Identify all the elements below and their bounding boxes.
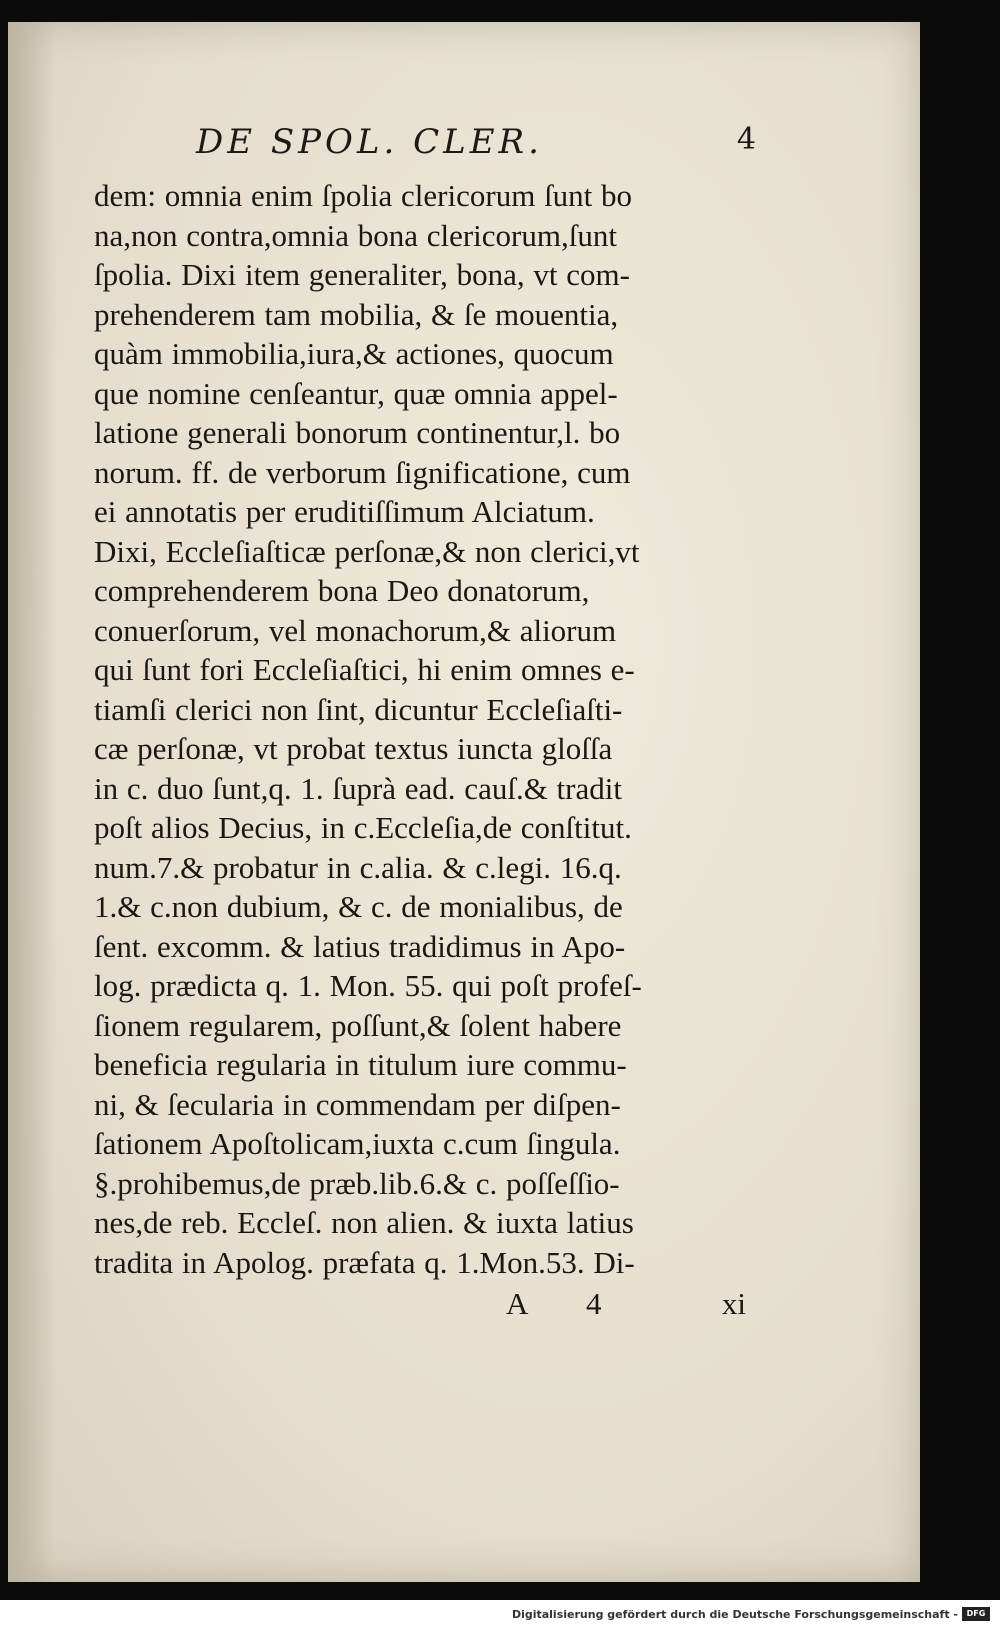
credit-bar [0, 1600, 1000, 1630]
running-head: DE SPOL. CLER. [196, 122, 543, 162]
dfg-logo: DFG [962, 1607, 990, 1621]
text-line: ſionem regularem, poſſunt,& ſolent habere [94, 1007, 622, 1043]
text-line: ni, & ſecularia in commendam per diſpen- [94, 1086, 621, 1122]
text-line: tradita in Apolog. præfata q. 1.Mon.53. Di- [94, 1244, 635, 1280]
text-line: ſent. excomm. & latius tradidimus in Apo- [94, 928, 626, 964]
book-page [8, 22, 920, 1582]
signature-number: 4 [586, 1286, 602, 1321]
text-line: in c. duo ſunt,q. 1. ſuprà ead. cauſ.& tradit [94, 770, 622, 806]
page-gutter-shadow [8, 22, 56, 1582]
body-text [94, 176, 754, 1282]
text-line: §.prohibemus,de præb.lib.6.& c. poſſeſſio- [94, 1165, 620, 1201]
quire-mark: xi [721, 1286, 746, 1321]
text-line: que nomine cenſeantur, quæ omnia appel- [94, 375, 618, 411]
text-line: ſationem Apoſtolicam,iuxta c.cum ſingula. [94, 1126, 621, 1161]
text-line: beneficia regularia in titulum iure commu- [94, 1047, 627, 1082]
text-line: nes,de reb. Eccleſ. non alien. & iuxta latius [94, 1205, 634, 1240]
text-line: latione generali bonorum continentur,l. bo [94, 415, 621, 450]
text-line: quàm immobilia,iura,& actiones, quocum [94, 336, 614, 371]
text-line: norum. ff. de verborum ſignificatione, cum [94, 454, 631, 490]
text-line: tiamſi clerici non ſint, dicuntur Eccleſiaſti- [94, 691, 623, 727]
text-line: cæ perſonæ, vt probat textus iuncta gloſſa [94, 731, 613, 766]
text-line: na,non contra,omnia bona clericorum,ſunt [94, 217, 617, 253]
text-line: num.7.& probatur in c.alia. & c.legi. 16.q. [94, 849, 622, 885]
page-footer [506, 1286, 746, 1330]
text-line: ei annotatis per eruditiſſimum Alciatum. [94, 494, 595, 529]
text-line: poſt alios Decius, in c.Eccleſia,de conſtitut. [94, 810, 632, 845]
text-line: prehenderem tam mobilia, & ſe mouentia, [94, 296, 619, 332]
text-line: 1.& c.non dubium, & c. de monialibus, de [94, 889, 623, 924]
signature-letter: A [506, 1286, 529, 1321]
text-line: comprehenderem bona Deo donatorum, [94, 573, 590, 608]
text-line: dem: omnia enim ſpolia clericorum ſunt bo [94, 178, 633, 213]
text-line: log. prædicta q. 1. Mon. 55. qui poſt profeſ- [94, 968, 642, 1003]
text-line: conuerſorum, vel monachorum,& aliorum [94, 612, 617, 648]
page-header [196, 122, 756, 168]
text-line: qui ſunt fori Eccleſiaſtici, hi enim omnes e- [94, 652, 635, 687]
text-line: Dixi, Eccleſiaſticæ perſonæ,& non clerici,vt [94, 533, 640, 569]
text-line: ſpolia. Dixi item generaliter, bona, vt com- [94, 257, 630, 292]
folio-number: 4 [736, 122, 756, 157]
funding-credit: Digitalisierung gefördert durch die Deutsche Forschungsgemeinschaft - [511, 1608, 958, 1621]
